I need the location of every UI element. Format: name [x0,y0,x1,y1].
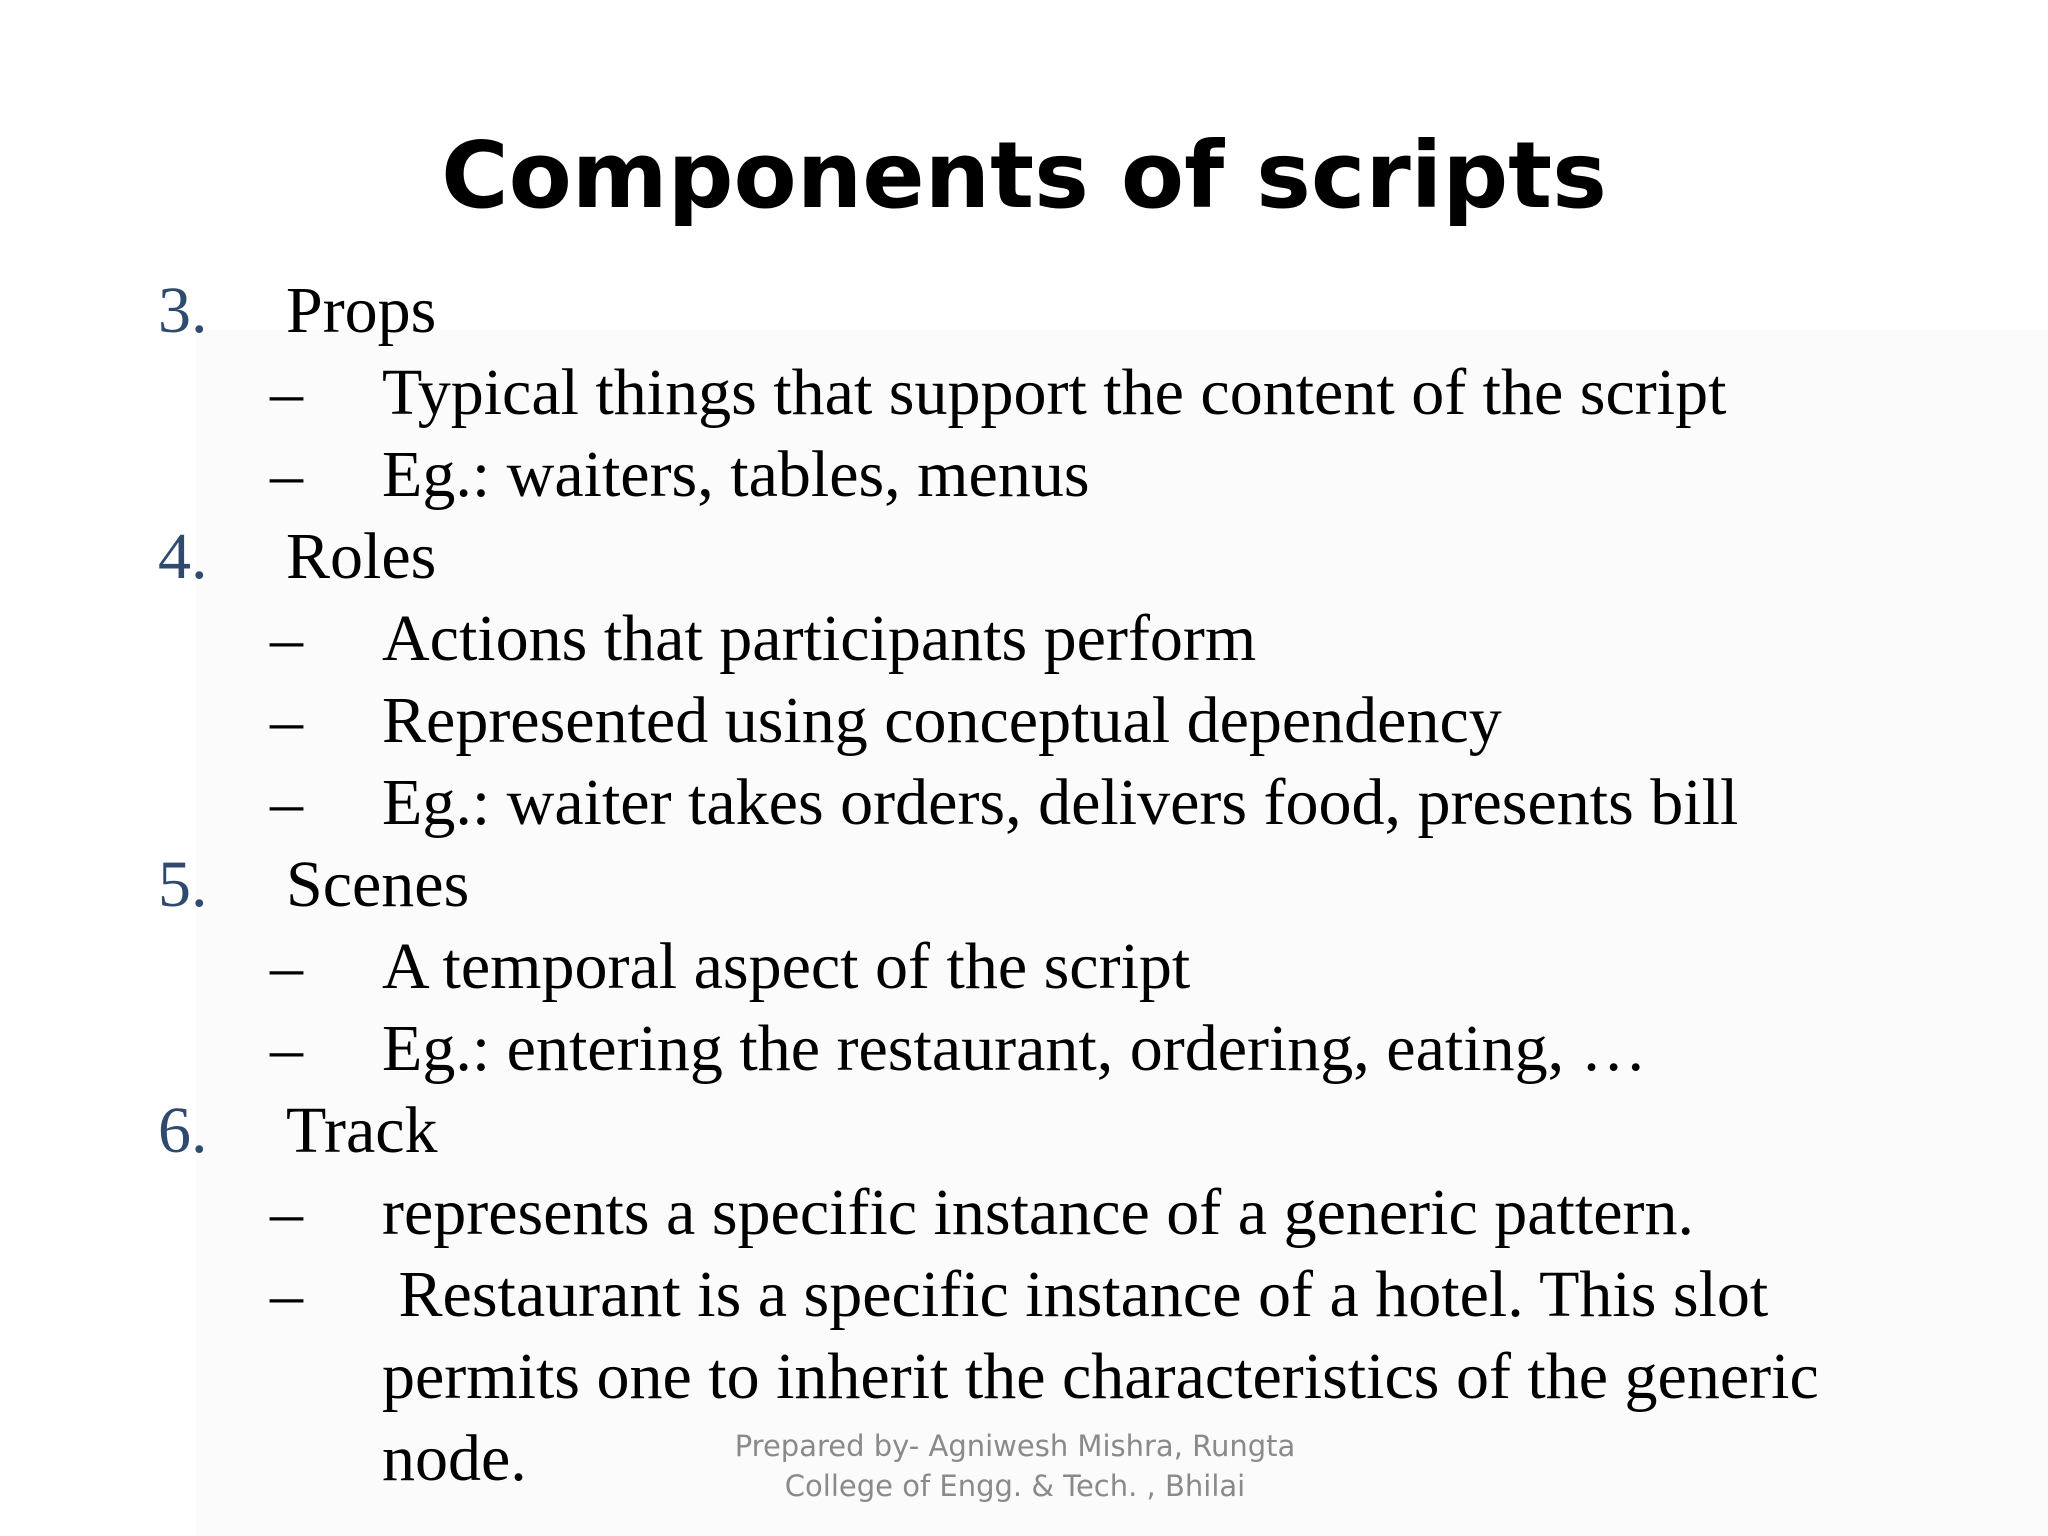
slide-title: Components of scripts [441,122,1607,229]
item-label-props: Props [286,274,437,347]
item-number-props: 3. [158,274,208,347]
sub-item-track-1: represents a specific instance of a generic pattern. [382,1176,1695,1249]
sub-item-scenes-2: Eg.: entering the restaurant, ordering, eating, … [382,1012,1647,1085]
item-label-track: Track [286,1094,438,1167]
dash-bullet: – [270,684,303,757]
item-label-roles: Roles [286,520,437,593]
sub-item-roles-2: Represented using conceptual dependency [382,684,1502,757]
footer-line-2: College of Engg. & Tech. , Bhilai [784,1469,1246,1503]
dash-bullet: – [270,602,303,675]
dash-bullet: – [270,1012,303,1085]
item-number-scenes: 5. [158,848,208,921]
dash-bullet: – [270,766,303,839]
dash-bullet: – [270,356,303,429]
sub-item-props-1: Typical things that support the content of the script [382,356,1727,429]
sub-item-props-2: Eg.: waiters, tables, menus [382,438,1090,511]
dash-bullet: – [270,930,303,1003]
dash-bullet: – [270,1176,303,1249]
item-number-track: 6. [158,1094,208,1167]
sub-item-track-2: Restaurant is a specific instance of a hotel. This slot [382,1258,1769,1331]
sub-item-track-2-end: node. [382,1422,527,1495]
dash-bullet: – [270,438,303,511]
sub-item-track-2-cont: permits one to inherit the characteristics of the generic [382,1340,1819,1413]
footer-line-1: Prepared by- Agniwesh Mishra, Rungta [734,1429,1296,1463]
sub-item-roles-3: Eg.: waiter takes orders, delivers food, presents bill [382,766,1739,839]
slide-footer [640,1426,1390,1506]
sub-item-roles-1: Actions that participants perform [382,602,1257,675]
item-label-scenes: Scenes [286,848,470,921]
item-number-roles: 4. [158,520,208,593]
dash-bullet: – [270,1258,303,1331]
sub-item-scenes-1: A temporal aspect of the script [382,930,1191,1003]
